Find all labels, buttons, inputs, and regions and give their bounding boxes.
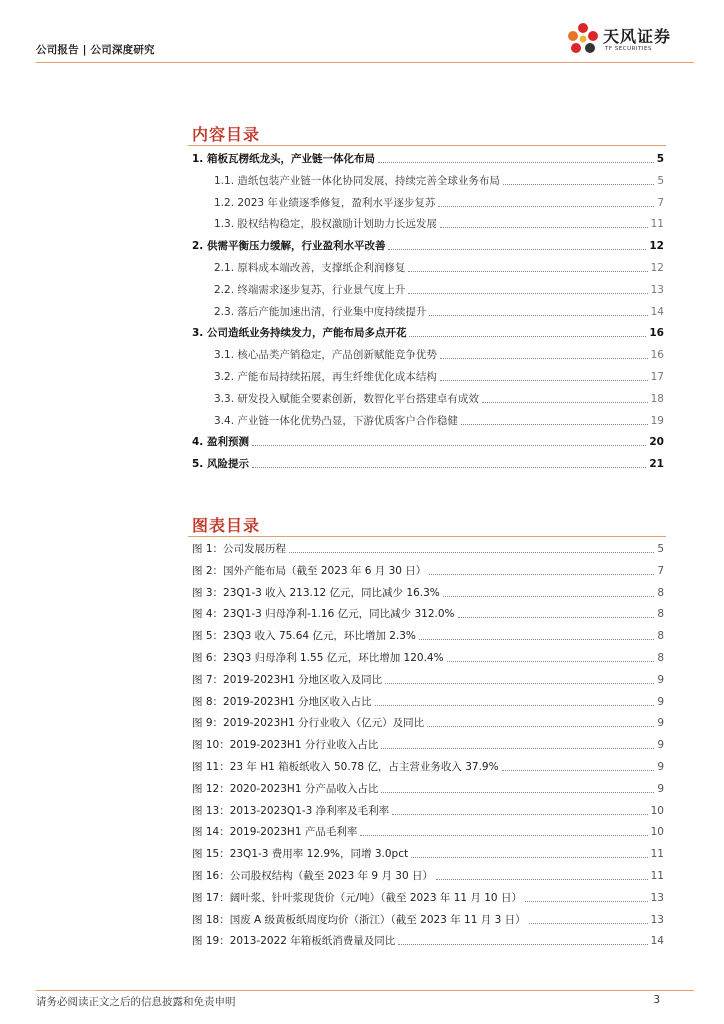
footer-divider (36, 990, 694, 991)
dot-leader (381, 792, 654, 793)
toc-subsection-entry[interactable] (214, 261, 664, 275)
toc-title: 内容目录 (192, 125, 261, 144)
dot-leader (289, 552, 654, 553)
dot-leader (529, 923, 648, 924)
entry-label: 图 17：阔叶浆、针叶浆现货价（元/吨）（截至 2023 年 11 月 10 日） (192, 891, 522, 904)
dot-leader (429, 574, 654, 575)
toc-subsection-entry[interactable] (214, 196, 664, 210)
figure-entry[interactable] (192, 607, 664, 621)
entry-label: 图 3：23Q1-3 收入 213.12 亿元，同比减少 16.3% (192, 586, 440, 599)
entry-page-number: 9 (657, 717, 664, 730)
dot-leader (525, 901, 648, 902)
dot-leader (503, 184, 654, 185)
toc-subsection-entry[interactable] (214, 283, 664, 297)
dot-leader (411, 857, 648, 858)
entry-page-number: 10 (650, 826, 664, 839)
dot-leader (419, 639, 654, 640)
logo-flower-icon (565, 20, 601, 60)
dot-leader (427, 726, 654, 727)
dot-leader (360, 835, 647, 836)
toc-section-entry[interactable] (192, 457, 664, 471)
entry-page-number: 14 (650, 305, 664, 318)
entry-page-number: 12 (650, 262, 664, 274)
entry-page-number: 8 (657, 652, 664, 664)
entry-page-number: 5 (657, 543, 664, 555)
figure-entry[interactable] (192, 825, 664, 839)
entry-label: 5. 风险提示 (192, 458, 249, 471)
entry-label: 3.2. 产能布局持续拓展，再生纤维优化成本结构 (214, 371, 437, 383)
entry-page-number: 20 (649, 436, 664, 449)
entry-label: 3.4. 产业链一体化优势凸显，下游优质客户合作稳健 (214, 414, 458, 427)
entry-page-number: 5 (657, 174, 664, 187)
dot-leader (461, 424, 648, 425)
entry-label: 3.1. 核心品类产销稳定，产品创新赋能竞争优势 (214, 349, 437, 362)
dot-leader (398, 944, 647, 945)
figure-entry[interactable] (192, 564, 664, 578)
figure-entry[interactable] (192, 782, 664, 796)
page-number: 3 (653, 994, 660, 1006)
entry-label: 3.3. 研发投入赋能全要素创新，数智化平台搭建卓有成效 (214, 392, 479, 405)
toc-section-entry[interactable] (192, 152, 664, 166)
entry-page-number: 16 (650, 349, 664, 362)
figure-entry[interactable] (192, 695, 664, 709)
entry-page-number: 13 (650, 913, 664, 926)
entry-label: 图 7：2019-2023H1 分地区收入及同比 (192, 673, 383, 686)
figures-title-rule (188, 536, 666, 537)
entry-page-number: 9 (657, 739, 664, 752)
entry-label: 图 15：23Q1-3 费用率 12.9%，同增 3.0pct (192, 848, 409, 861)
toc-section-entry[interactable] (192, 239, 664, 253)
entry-page-number: 10 (650, 804, 664, 817)
figure-entry[interactable] (192, 738, 664, 752)
entry-label: 3. 公司造纸业务持续发力，产能布局多点开花 (192, 327, 407, 340)
entry-label: 2.3. 落后产能加速出清，行业集中度持续提升 (214, 305, 427, 318)
entry-label: 图 12：2020-2023H1 分产品收入占比 (192, 782, 379, 795)
figures-title: 图表目录 (192, 516, 261, 535)
dot-leader (429, 315, 647, 316)
entry-page-number: 13 (650, 891, 664, 904)
entry-label: 图 16：公司股权结构（截至 2023 年 9 月 30 日） (192, 870, 433, 882)
entry-page-number: 8 (657, 586, 664, 599)
toc-subsection-entry[interactable] (214, 305, 664, 319)
entry-label: 1.2. 2023 年业绩逐季修复，盈利水平逐步复苏 (214, 196, 436, 209)
toc-subsection-entry[interactable] (214, 348, 664, 362)
toc-section-entry[interactable] (192, 326, 664, 340)
entry-page-number: 17 (650, 371, 664, 383)
entry-label: 图 2：国外产能布局（截至 2023 年 6 月 30 日） (192, 564, 427, 577)
entry-page-number: 21 (649, 458, 664, 471)
header-divider (36, 62, 694, 63)
dot-leader (436, 879, 648, 880)
dot-leader (388, 249, 646, 250)
entry-label: 图 19：2013-2022 年箱板纸消费量及同比 (192, 935, 396, 948)
figure-entry[interactable] (192, 651, 664, 665)
figure-entry[interactable] (192, 542, 664, 556)
dot-leader (392, 814, 647, 815)
entry-page-number: 11 (650, 870, 664, 882)
dot-leader (447, 661, 655, 662)
figure-entry[interactable] (192, 934, 664, 948)
dot-leader (502, 770, 655, 771)
dot-leader (438, 206, 654, 207)
entry-page-number: 14 (650, 935, 664, 948)
entry-label: 1.3. 股权结构稳定，股权激励计划助力长远发展 (214, 218, 437, 231)
dot-leader (378, 162, 654, 163)
entry-label: 1. 箱板瓦楞纸龙头，产业链一体化布局 (192, 153, 375, 165)
dot-leader (443, 596, 655, 597)
figure-entry[interactable] (192, 891, 664, 905)
entry-label: 2.1. 原料成本端改善，支撑纸企利润修复 (214, 262, 406, 274)
figure-entry[interactable] (192, 913, 664, 927)
dot-leader (385, 683, 654, 684)
entry-label: 图 11：23 年 H1 箱板纸收入 50.78 亿，占主营业务收入 37.9% (192, 761, 499, 773)
figure-entry[interactable] (192, 869, 664, 883)
dot-leader (252, 445, 646, 446)
dot-leader (458, 617, 655, 618)
footer-disclaimer: 请务必阅读正文之后的信息披露和免责申明 (36, 996, 236, 1008)
entry-page-number: 16 (649, 327, 664, 340)
entry-label: 图 4：23Q1-3 归母净利-1.16 亿元，同比减少 312.0% (192, 608, 455, 621)
entry-page-number: 7 (657, 196, 664, 209)
entry-label: 图 10：2019-2023H1 分行业收入占比 (192, 739, 379, 752)
logo-text-cn: 天风证券 (603, 27, 672, 46)
entry-label: 图 5：23Q3 收入 75.64 亿元，环比增加 2.3% (192, 630, 416, 643)
entry-page-number: 7 (657, 564, 664, 577)
figure-entry[interactable] (192, 847, 664, 861)
dot-leader (482, 402, 648, 403)
entry-page-number: 8 (657, 608, 664, 621)
toc-subsection-entry[interactable] (214, 392, 664, 406)
entry-label: 图 13：2013-2023Q1-3 净利率及毛利率 (192, 804, 390, 817)
entry-label: 图 18：国废 A 级黄板纸周度均价（浙江）（截至 2023 年 11 月 3 日） (192, 913, 526, 926)
dot-leader (408, 293, 647, 294)
entry-page-number: 9 (657, 761, 664, 773)
dot-leader (440, 227, 648, 228)
entry-label: 图 14：2019-2023H1 产品毛利率 (192, 826, 358, 839)
dot-leader (440, 380, 648, 381)
entry-page-number: 11 (650, 848, 664, 861)
figure-entry[interactable] (192, 804, 664, 818)
toc-subsection-entry[interactable] (214, 414, 664, 428)
entry-page-number: 9 (657, 782, 664, 795)
report-category: 公司报告 | 公司深度研究 (36, 44, 155, 56)
entry-label: 图 8：2019-2023H1 分地区收入占比 (192, 695, 372, 708)
entry-page-number: 5 (656, 153, 664, 165)
figure-entry[interactable] (192, 760, 664, 774)
dot-leader (408, 271, 647, 272)
entry-label: 图 1：公司发展历程 (192, 543, 287, 555)
dot-leader (381, 748, 654, 749)
toc-section-entry[interactable] (192, 435, 664, 449)
toc-title-rule (188, 145, 666, 146)
entry-label: 2. 供需平衡压力缓解，行业盈利水平改善 (192, 240, 386, 253)
entry-label: 图 9：2019-2023H1 分行业收入（亿元）及同比 (192, 717, 425, 730)
toc-subsection-entry[interactable] (214, 370, 664, 384)
entry-label: 1.1. 造纸包装产业链一体化协同发展，持续完善全球业务布局 (214, 174, 500, 187)
figure-entry[interactable] (192, 629, 664, 643)
dot-leader (409, 336, 646, 337)
figure-entry[interactable] (192, 716, 664, 730)
dot-leader (375, 705, 655, 706)
entry-label: 4. 盈利预测 (192, 436, 249, 449)
toc-subsection-entry[interactable] (214, 217, 664, 231)
figure-entry[interactable] (192, 673, 664, 687)
entry-page-number: 19 (650, 414, 664, 427)
entry-label: 图 6：23Q3 归母净利 1.55 亿元，环比增加 120.4% (192, 652, 444, 664)
entry-page-number: 9 (657, 695, 664, 708)
entry-label: 2.2. 终端需求逐步复苏，行业景气度上升 (214, 283, 406, 296)
entry-page-number: 18 (650, 392, 664, 405)
entry-page-number: 8 (657, 630, 664, 643)
entry-page-number: 11 (650, 218, 664, 231)
toc-subsection-entry[interactable] (214, 174, 664, 188)
entry-page-number: 9 (657, 673, 664, 686)
entry-page-number: 13 (650, 283, 664, 296)
figure-entry[interactable] (192, 586, 664, 600)
entry-page-number: 12 (649, 240, 664, 253)
dot-leader (252, 467, 646, 468)
logo-text-en: TF SECURITIES (605, 46, 652, 52)
company-logo (565, 20, 695, 60)
dot-leader (440, 358, 648, 359)
